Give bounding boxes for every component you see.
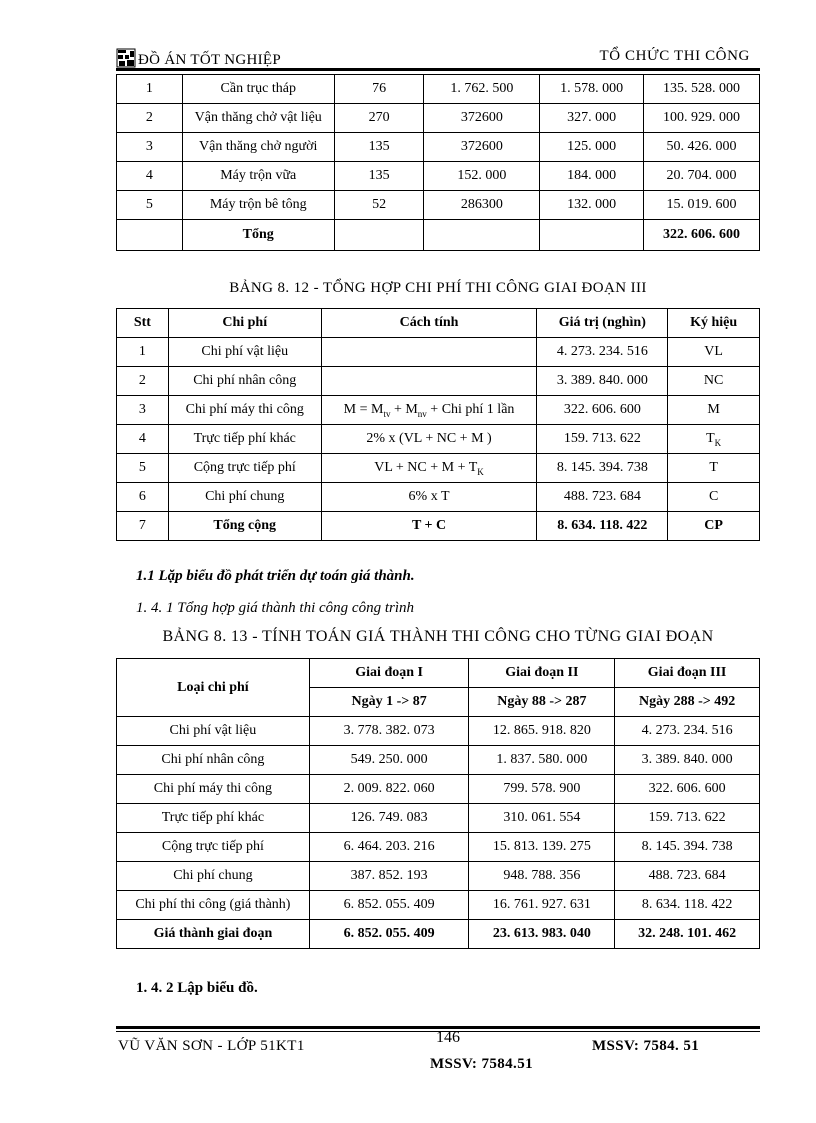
cell: 132. 000 xyxy=(540,191,644,220)
column-header: Cách tính xyxy=(321,309,537,338)
formula-cell xyxy=(321,454,537,483)
table-row xyxy=(117,454,760,483)
table-row xyxy=(117,483,760,512)
column-header: Stt xyxy=(117,309,169,338)
symbol-cell xyxy=(668,425,760,454)
cell: T + C xyxy=(321,512,537,541)
cell: Vận thăng chở vật liệu xyxy=(182,104,334,133)
cell xyxy=(117,220,183,251)
formula-part: + M xyxy=(390,401,418,417)
table-row xyxy=(117,162,760,191)
school-logo-icon xyxy=(116,48,136,68)
cell: Chi phí thi công (giá thành) xyxy=(117,891,310,920)
cell: 135 xyxy=(334,133,424,162)
cell: Chi phí nhân công xyxy=(117,746,310,775)
cell: 6. 852. 055. 409 xyxy=(309,891,469,920)
cell: 1 xyxy=(117,338,169,367)
cell: 2 xyxy=(117,104,183,133)
cell xyxy=(321,338,537,367)
cell xyxy=(321,367,537,396)
cell: T xyxy=(668,454,760,483)
total-value: 322. 606. 600 xyxy=(644,220,760,251)
cell xyxy=(424,220,540,251)
cell: Trực tiếp phí khác xyxy=(117,804,310,833)
cell: 2 xyxy=(117,367,169,396)
cell: Chi phí nhân công xyxy=(168,367,321,396)
cell: 387. 852. 193 xyxy=(309,862,469,891)
cell: 549. 250. 000 xyxy=(309,746,469,775)
cell: 135. 528. 000 xyxy=(644,75,760,104)
total-label: Tổng xyxy=(182,220,334,251)
phase-header: Giai đoạn III xyxy=(615,659,760,688)
table-row xyxy=(117,104,760,133)
phase3-summary-table xyxy=(116,308,760,541)
table-row xyxy=(117,804,760,833)
cell: 948. 788. 356 xyxy=(469,862,615,891)
cell: 159. 713. 622 xyxy=(537,425,668,454)
cell: 6 xyxy=(117,483,169,512)
table-header-row xyxy=(117,659,760,688)
cell: 4. 273. 234. 516 xyxy=(537,338,668,367)
table-row xyxy=(117,717,760,746)
formula-part: M = M xyxy=(343,401,384,417)
cell: 32. 248. 101. 462 xyxy=(615,920,760,949)
cell: 100. 929. 000 xyxy=(644,104,760,133)
cell: 6. 852. 055. 409 xyxy=(309,920,469,949)
cell: 372600 xyxy=(424,133,540,162)
table-header-row xyxy=(117,309,760,338)
cell: 327. 000 xyxy=(540,104,644,133)
cell: Tổng cộng xyxy=(168,512,321,541)
cell: 3. 389. 840. 000 xyxy=(615,746,760,775)
table-row xyxy=(117,75,760,104)
cell: 322. 606. 600 xyxy=(615,775,760,804)
cell: 12. 865. 918. 820 xyxy=(469,717,615,746)
phase-header: Giai đoạn I xyxy=(309,659,469,688)
cell: 3 xyxy=(117,396,169,425)
header-left-title: ĐỒ ÁN TỐT NGHIỆP xyxy=(138,52,281,68)
table-row xyxy=(117,862,760,891)
cell: 16. 761. 927. 631 xyxy=(469,891,615,920)
cell: 3. 778. 382. 073 xyxy=(309,717,469,746)
formula-part: VL + NC + M + T xyxy=(374,459,478,475)
table-row xyxy=(117,891,760,920)
table2-caption: BẢNG 8. 12 - TỔNG HỢP CHI PHÍ THI CÔNG GIAI ĐOẠN III xyxy=(229,280,647,296)
section-heading: 1.1 Lặp biểu đồ phát triển dự toán giá thành. xyxy=(136,568,415,584)
cell: Chi phí vật liệu xyxy=(117,717,310,746)
cell: 8. 634. 118. 422 xyxy=(537,512,668,541)
header-left xyxy=(116,48,281,69)
cell: 2% x (VL + NC + M ) xyxy=(321,425,537,454)
table-row xyxy=(117,746,760,775)
footer-mssv-bottom: MSSV: 7584.51 xyxy=(430,1056,533,1072)
page-number: 146 xyxy=(436,1029,460,1046)
cell: 125. 000 xyxy=(540,133,644,162)
cell: 76 xyxy=(334,75,424,104)
cell: 286300 xyxy=(424,191,540,220)
cell: 6% x T xyxy=(321,483,537,512)
cell xyxy=(334,220,424,251)
cell: 322. 606. 600 xyxy=(537,396,668,425)
cell: Cộng trực tiếp phí xyxy=(168,454,321,483)
cell: 4. 273. 234. 516 xyxy=(615,717,760,746)
cell: 6. 464. 203. 216 xyxy=(309,833,469,862)
cell: 8. 145. 394. 738 xyxy=(537,454,668,483)
cell: 1. 837. 580. 000 xyxy=(469,746,615,775)
phase-cost-table xyxy=(116,658,760,949)
cell: 8. 145. 394. 738 xyxy=(615,833,760,862)
symbol-base: T xyxy=(706,430,715,446)
cell: Máy trộn bê tông xyxy=(182,191,334,220)
day-range-header: Ngày 288 -> 492 xyxy=(615,688,760,717)
cell: Chi phí vật liệu xyxy=(168,338,321,367)
formula-sub: tv xyxy=(383,408,391,419)
cell: 15. 813. 139. 275 xyxy=(469,833,615,862)
cell: Trực tiếp phí khác xyxy=(168,425,321,454)
cell: 52 xyxy=(334,191,424,220)
cell: 15. 019. 600 xyxy=(644,191,760,220)
table-row xyxy=(117,396,760,425)
machine-cost-table xyxy=(116,74,760,251)
formula-sub: K xyxy=(477,466,484,477)
header-right-title: TỔ CHỨC THI CÔNG xyxy=(599,48,750,64)
formula-sub: nv xyxy=(417,408,427,419)
total-row xyxy=(117,920,760,949)
cell: 7 xyxy=(117,512,169,541)
formula-part: + Chi phí 1 lần xyxy=(426,401,515,417)
cell: 184. 000 xyxy=(540,162,644,191)
cell: 4 xyxy=(117,162,183,191)
table-row xyxy=(117,775,760,804)
cell: 488. 723. 684 xyxy=(615,862,760,891)
cell: 3. 389. 840. 000 xyxy=(537,367,668,396)
cell: 159. 713. 622 xyxy=(615,804,760,833)
subsection-heading: 1. 4. 1 Tổng hợp giá thành thi công công trình xyxy=(136,600,415,616)
cell: 1 xyxy=(117,75,183,104)
column-header: Chi phí xyxy=(168,309,321,338)
cell: 135 xyxy=(334,162,424,191)
cell: 372600 xyxy=(424,104,540,133)
header-divider xyxy=(116,68,760,71)
footer-mssv: MSSV: 7584. 51 xyxy=(592,1038,700,1054)
cell: M xyxy=(668,396,760,425)
cell: C xyxy=(668,483,760,512)
cell: Máy trộn vữa xyxy=(182,162,334,191)
cell: Chi phí máy thi công xyxy=(117,775,310,804)
cell: 2. 009. 822. 060 xyxy=(309,775,469,804)
cell: 8. 634. 118. 422 xyxy=(615,891,760,920)
cell: CP xyxy=(668,512,760,541)
cell: 270 xyxy=(334,104,424,133)
cell: 1. 762. 500 xyxy=(424,75,540,104)
cell: 5 xyxy=(117,454,169,483)
subsection-heading: 1. 4. 2 Lập biểu đồ. xyxy=(136,980,258,996)
total-row xyxy=(117,220,760,251)
symbol-sub: K xyxy=(714,437,722,448)
table3-caption: BẢNG 8. 13 - TÍNH TOÁN GIÁ THÀNH THI CÔNG CHO TỪNG GIAI ĐOẠN xyxy=(162,628,714,645)
cell: 23. 613. 983. 040 xyxy=(469,920,615,949)
day-range-header: Ngày 88 -> 287 xyxy=(469,688,615,717)
cell: Chi phí chung xyxy=(117,862,310,891)
cell: Vận thăng chở người xyxy=(182,133,334,162)
cell: NC xyxy=(668,367,760,396)
cell: 126. 749. 083 xyxy=(309,804,469,833)
cell: 5 xyxy=(117,191,183,220)
cell: Chi phí máy thi công xyxy=(168,396,321,425)
cell: 50. 426. 000 xyxy=(644,133,760,162)
column-header: Giá trị (nghìn) xyxy=(537,309,668,338)
column-header: Loại chi phí xyxy=(117,659,310,717)
table-row xyxy=(117,833,760,862)
cell: 488. 723. 684 xyxy=(537,483,668,512)
cell: Giá thành giai đoạn xyxy=(117,920,310,949)
table-row xyxy=(117,133,760,162)
cell: 20. 704. 000 xyxy=(644,162,760,191)
total-row xyxy=(117,512,760,541)
cell: 152. 000 xyxy=(424,162,540,191)
phase-header: Giai đoạn II xyxy=(469,659,615,688)
cell: Cần trục tháp xyxy=(182,75,334,104)
cell: Chi phí chung xyxy=(168,483,321,512)
day-range-header: Ngày 1 -> 87 xyxy=(309,688,469,717)
formula-cell xyxy=(321,396,537,425)
footer-author: VŨ VĂN SƠN - LỚP 51KT1 xyxy=(118,1038,305,1054)
table-row xyxy=(117,191,760,220)
table-row xyxy=(117,367,760,396)
column-header: Ký hiệu xyxy=(668,309,760,338)
cell: 1. 578. 000 xyxy=(540,75,644,104)
cell: Cộng trực tiếp phí xyxy=(117,833,310,862)
table-row xyxy=(117,425,760,454)
cell: 799. 578. 900 xyxy=(469,775,615,804)
cell xyxy=(540,220,644,251)
page-header xyxy=(116,40,760,70)
cell: 3 xyxy=(117,133,183,162)
cell: 4 xyxy=(117,425,169,454)
cell: 310. 061. 554 xyxy=(469,804,615,833)
table-row xyxy=(117,338,760,367)
cell: VL xyxy=(668,338,760,367)
